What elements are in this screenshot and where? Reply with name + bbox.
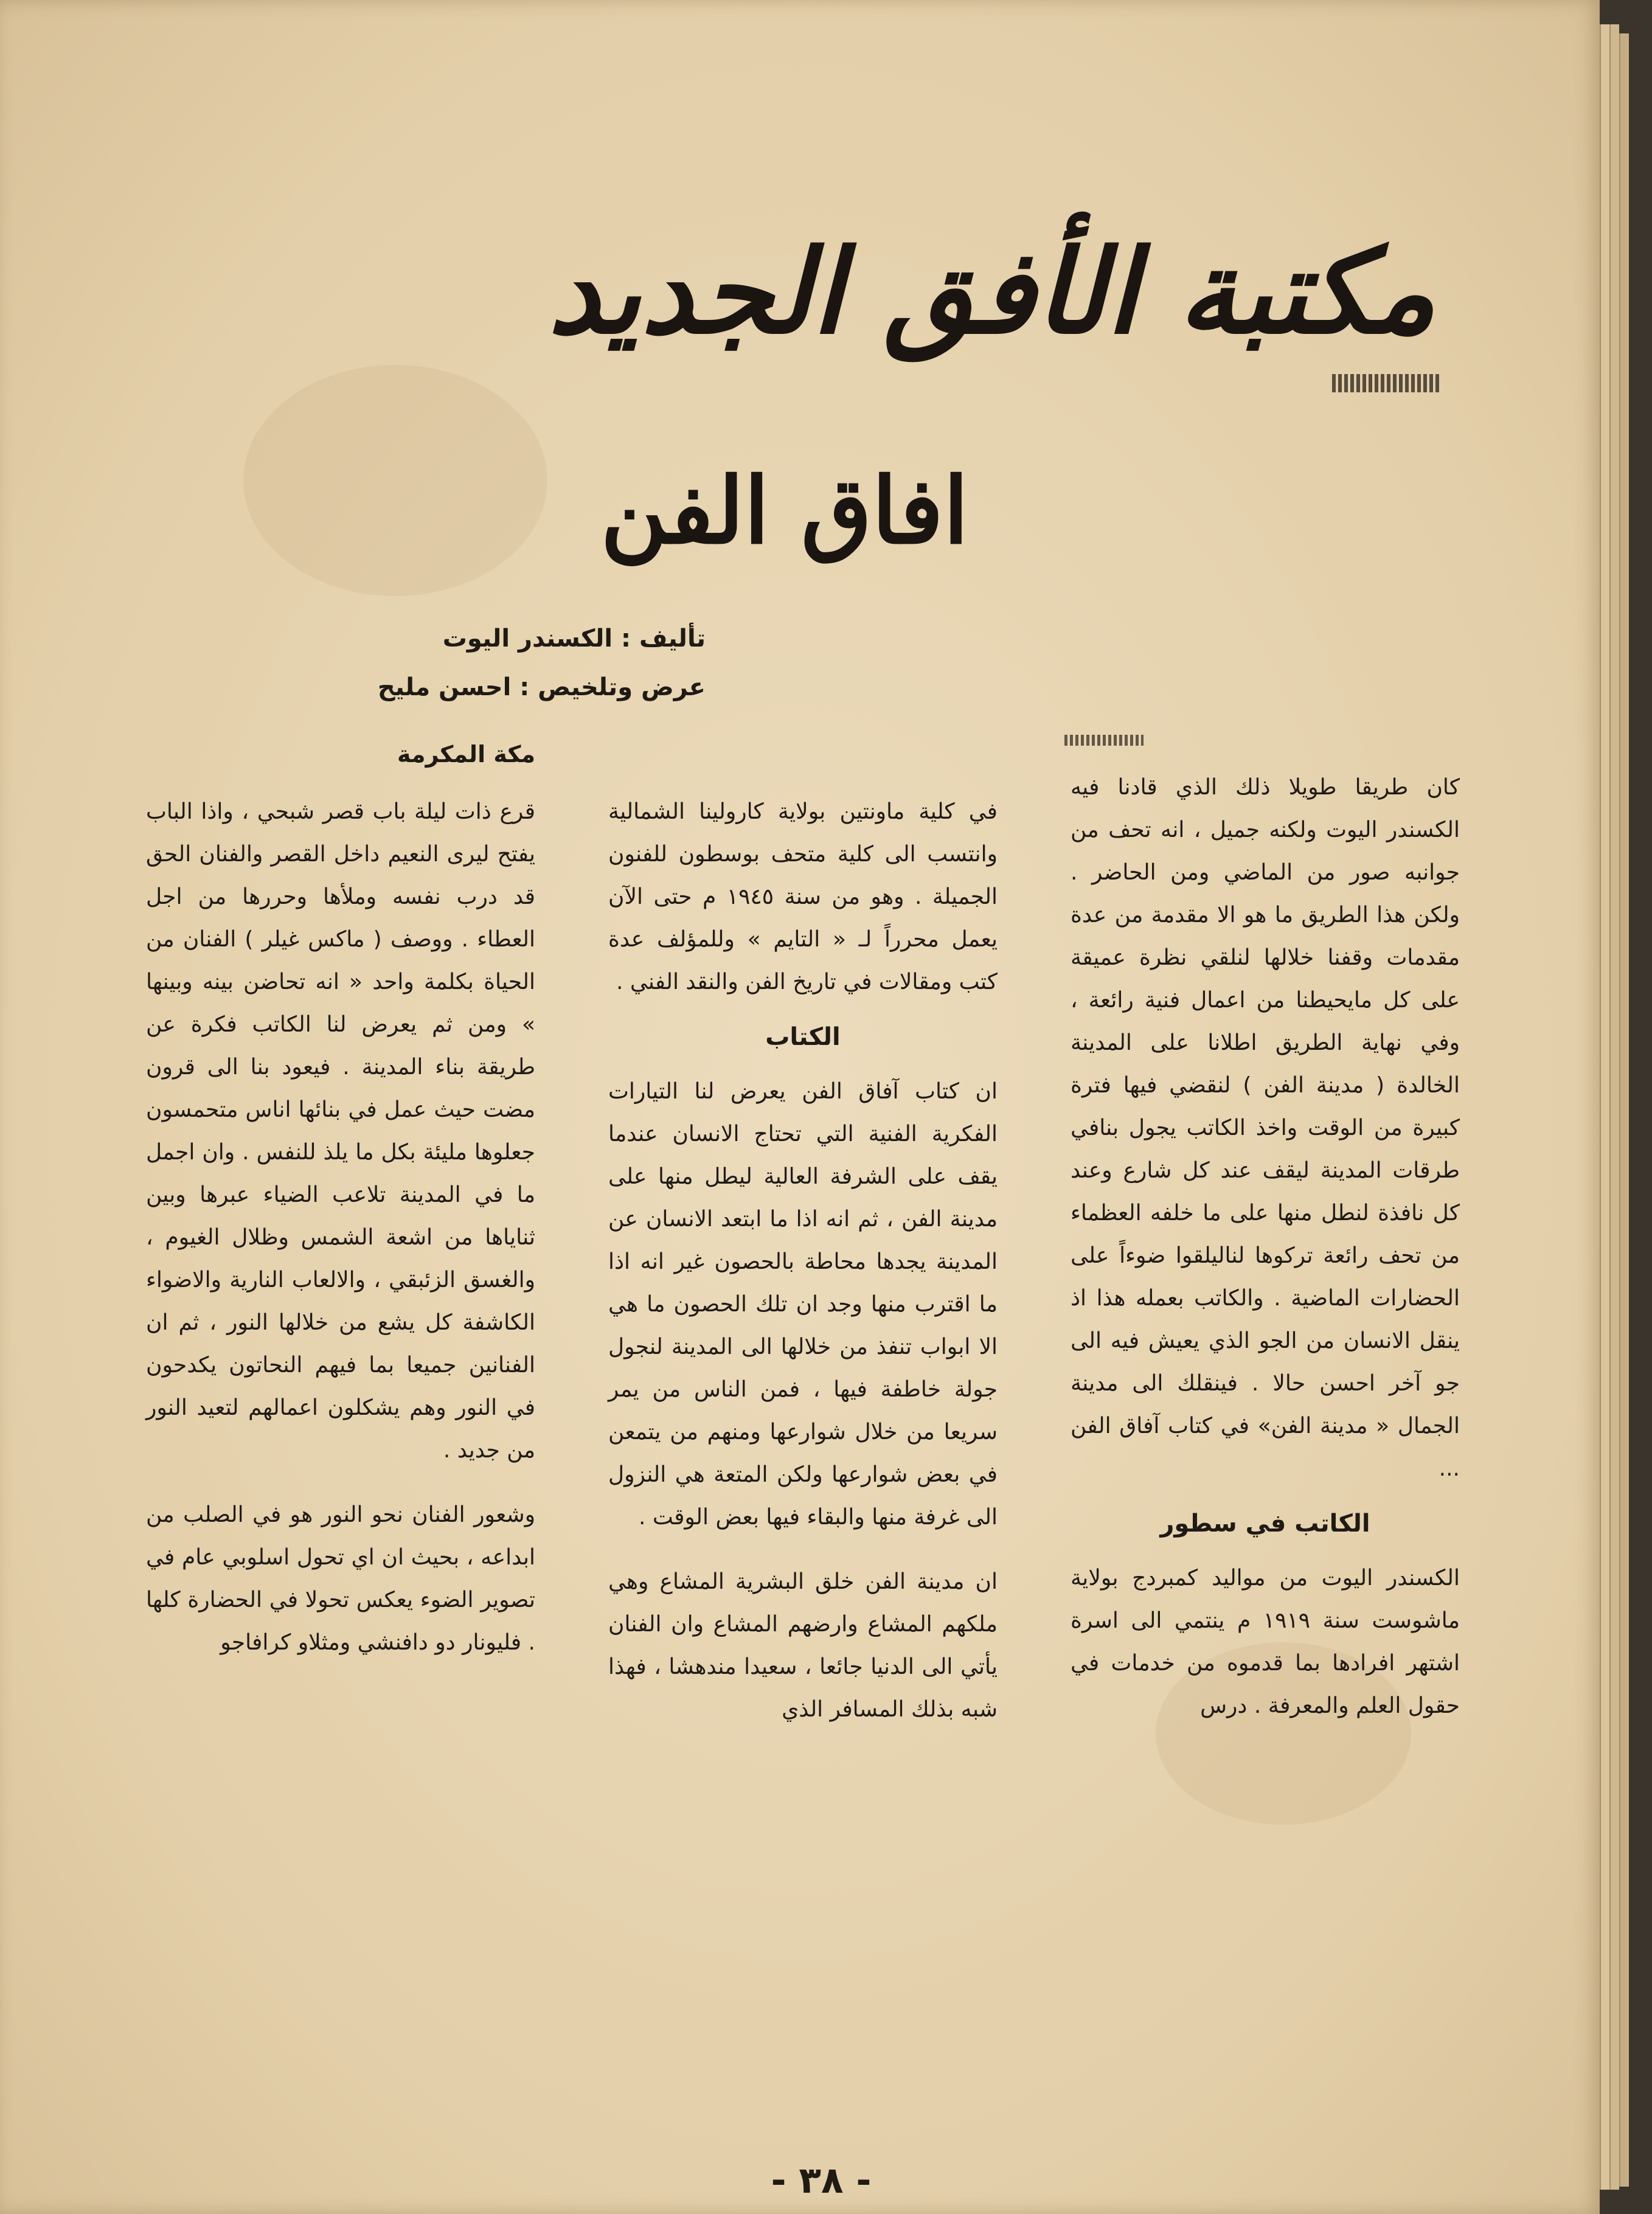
article-column-middle xyxy=(608,791,998,1731)
paragraph-gap xyxy=(608,1539,998,1561)
page-edge xyxy=(1609,24,1619,2190)
paragraph: الكسندر اليوت من مواليد كمبردج بولاية ماشوست سنة ١٩١٩ م ينتمي الى اسرة اشتهر افرادها بما قدموه من خدمات في حقول العلم والمعرفة . درس xyxy=(1071,1566,1460,1718)
column-ornament xyxy=(1064,735,1144,746)
paragraph: ان مدينة الفن خلق البشرية المشاع وهي ملكهم المشاع وارضهم المشاع وان الفنان يأتي الى الدنيا جائعا ، سعيدا مندهشا ، فهذا شبه بذلك المسافر الذي xyxy=(608,1569,998,1722)
section-heading: الكاتب في سطور xyxy=(1160,1510,1370,1538)
paragraph: وشعور الفنان نحو النور هو في الصلب من ابداعه ، بحيث ان اي تحول اسلوبي عام في تصوير الضوء يعكس تحولا في الحضارة كلها . فليونار دو دافنشي ومثلاو كرافاجو xyxy=(146,1502,535,1655)
paragraph: قرع ذات ليلة باب قصر شبحي ، واذا الباب يفتح ليرى النعيم داخل القصر والفنان الحق قد درب نفسه وملأها وحررها من اجل العطاء . ووصف ( ماكس غيلر ) الفنان من الحياة بكلمة واحد « انه تحاضن بينه وبينها » ومن ثم يعرض لنا الكاتب فكرة عن طريقة بناء المدينة . فيعود بنا الى قرون مضت حيث عمل في بنائها اناس متحمسون جعلوها مليئة بكل ما يلذ للنفس . وان اجمل ما في المدينة تلاعب الضياء عبرها وبين ثناياها من اشعة الشمس وظلال الغيوم ، والغسق الزئبقي ، والالعاب النارية والاضواء الكاشفة كل يشع من خلالها النور ، ثم ان الفنانين جميعا بما فيهم النحاتون يكدحون في النور وهم يشكلون اعمالهم لتعيد النور من جديد . xyxy=(146,799,535,1463)
author-credit: تأليف : الكسندر اليوت xyxy=(442,625,706,653)
reviewer-credit: عرض وتلخيص : احسن مليح xyxy=(377,673,706,701)
section-label-mecca: مكة المكرمة xyxy=(397,741,535,768)
masthead-ornament xyxy=(1332,374,1442,392)
paragraph: في كلية ماونتين بولاية كارولينا الشمالية وانتسب الى كلية متحف بوسطون للفنون الجميلة . وهو من سنة ١٩٤٥ م حتى الآن يعمل محرراً لـ « التايم » وللمؤلف عدة كتب ومقالات في تاريخ الفن والنقد الفني . xyxy=(608,799,998,994)
paragraph: ان كتاب آفاق الفن يعرض لنا التيارات الفكرية الفنية التي تحتاج الانسان عندما يقف على الشرفة العالية ليطل منها على مدينة الفن ، ثم انه اذا ما ابتعد الانسان عن المدينة يجدها محاطة بالحصون غير انه اذا ما اقترب منها وجد ان تلك الحصون ما هي الا ابواب تنفذ من خلالها الى المدينة لنجول جولة خاطفة فيها ، فمن الناس من يمر سريعا من خلال شوارعها ومنهم من يتمعن في بعض شوارعها ولكن المتعة هي النزول الى غرفة منها والبقاء فيها بعض الوقت . xyxy=(608,1079,998,1530)
page-edge xyxy=(1619,33,1629,2187)
section-heading: الكتاب xyxy=(765,1023,841,1051)
book-title: افاق الفن xyxy=(600,457,969,564)
page-edge xyxy=(1600,24,1609,2190)
paragraph-gap xyxy=(146,1472,535,1494)
page-number: - ٣٨ - xyxy=(771,2159,872,2202)
paragraph: كان طريقا طويلا ذلك الذي قادنا فيه الكسندر اليوت ولكنه جميل ، انه تحف من جوانبه صور من الماضي ومن الحاضر . ولكن هذا الطريق ما هو الا مقدمة من عدة مقدمات وقفنا خلالها لنلقي نظرة عميقة على كل مايحيطنا من اعمال فنية رائعة ، وفي نهاية الطريق اطلانا على المدينة الخالدة ( مدينة الفن ) لنقضي فيها فترة كبيرة من الوقت واخذ الكاتب يجول بنافي طرقات المدينة ليقف عند كل شارع وعند كل نافذة لنطل منها على ما خلفه العظماء من تحف رائعة تركوها لناليلقوا ضوءاً على الحضارات الماضية . والكاتب بعمله هذا اذ ينقل الانسان من الجو الذي يعيش فيه الى جو آخر احسن حالا . فينقلك الى مدينة الجمال « مدينة الفن» في كتاب آفاق الفن ... xyxy=(1071,775,1460,1481)
masthead-title: مكتبة الأفق الجديد xyxy=(547,224,1435,359)
paper-stain xyxy=(243,365,547,596)
article-column-right xyxy=(1071,766,1460,1727)
article-column-left xyxy=(146,791,535,1664)
